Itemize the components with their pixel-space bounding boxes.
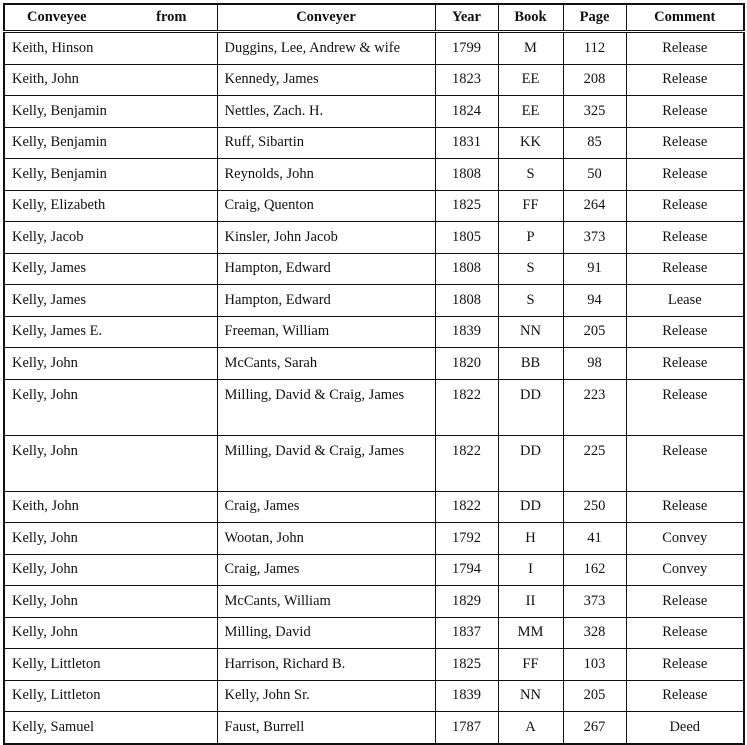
table-row [4,127,744,159]
cell-conveyee: Kelly, John [4,523,217,555]
cell-comment: Lease [626,285,744,317]
cell-comment: Release [626,32,744,65]
table-row [4,32,744,65]
cell-book: P [498,222,563,254]
header-conveyer: Conveyer [217,4,435,32]
cell-conveyer: Milling, David & Craig, James [217,379,435,435]
cell-book: A [498,712,563,744]
cell-year: 1822 [435,491,498,523]
cell-conveyer: Hampton, Edward [217,253,435,285]
cell-conveyee: Kelly, John [4,617,217,649]
cell-conveyer: Kennedy, James [217,64,435,96]
cell-book: FF [498,190,563,222]
cell-comment: Release [626,649,744,681]
cell-comment: Release [626,127,744,159]
cell-book: I [498,554,563,586]
cell-page: 328 [563,617,626,649]
cell-book: S [498,253,563,285]
cell-conveyee: Kelly, Samuel [4,712,217,744]
cell-page: 223 [563,379,626,435]
table-row [4,649,744,681]
cell-comment: Release [626,617,744,649]
table-row [4,712,744,744]
header-row [4,4,744,32]
cell-year: 1822 [435,435,498,491]
cell-page: 162 [563,554,626,586]
table-row [4,159,744,191]
cell-comment: Release [626,190,744,222]
cell-comment: Release [626,96,744,128]
cell-page: 225 [563,435,626,491]
cell-conveyer: Nettles, Zach. H. [217,96,435,128]
cell-book: M [498,32,563,65]
cell-conveyee: Kelly, Benjamin [4,127,217,159]
cell-book: MM [498,617,563,649]
cell-conveyer: Kinsler, John Jacob [217,222,435,254]
cell-conveyee: Kelly, Jacob [4,222,217,254]
table-row [4,379,744,435]
cell-comment: Release [626,222,744,254]
cell-page: 325 [563,96,626,128]
cell-conveyee: Keith, Hinson [4,32,217,65]
cell-comment: Release [626,586,744,618]
table-row [4,435,744,491]
cell-conveyer: Craig, Quenton [217,190,435,222]
cell-conveyer: Ruff, Sibartin [217,127,435,159]
cell-page: 373 [563,586,626,618]
table-row [4,523,744,555]
cell-conveyer: Duggins, Lee, Andrew & wife [217,32,435,65]
cell-page: 98 [563,348,626,380]
cell-conveyee: Keith, John [4,64,217,96]
cell-comment: Deed [626,712,744,744]
table-row [4,554,744,586]
header-conveyee [4,4,217,32]
cell-conveyer: Milling, David [217,617,435,649]
header-year: Year [435,4,498,32]
cell-comment: Release [626,379,744,435]
cell-page: 205 [563,316,626,348]
cell-comment: Convey [626,554,744,586]
table-row [4,64,744,96]
cell-conveyee: Kelly, James [4,253,217,285]
cell-conveyer: Reynolds, John [217,159,435,191]
cell-book: DD [498,491,563,523]
table-row [4,586,744,618]
cell-year: 1825 [435,649,498,681]
cell-comment: Release [626,680,744,712]
header-conveyee-label: Conveyee [27,9,87,25]
cell-conveyee: Kelly, James [4,285,217,317]
cell-conveyer: Milling, David & Craig, James [217,435,435,491]
cell-year: 1829 [435,586,498,618]
cell-year: 1839 [435,680,498,712]
cell-conveyer: Freeman, William [217,316,435,348]
cell-comment: Convey [626,523,744,555]
header-from-label: from [156,9,187,25]
cell-page: 50 [563,159,626,191]
conveyance-table [3,3,745,745]
cell-conveyee: Kelly, John [4,586,217,618]
cell-year: 1787 [435,712,498,744]
cell-conveyee: Kelly, Littleton [4,680,217,712]
cell-year: 1805 [435,222,498,254]
cell-page: 91 [563,253,626,285]
cell-comment: Release [626,64,744,96]
cell-conveyee: Kelly, John [4,554,217,586]
cell-year: 1820 [435,348,498,380]
cell-book: DD [498,435,563,491]
table-row [4,190,744,222]
cell-conveyee: Kelly, John [4,379,217,435]
cell-page: 103 [563,649,626,681]
cell-book: KK [498,127,563,159]
cell-conveyer: Kelly, John Sr. [217,680,435,712]
cell-year: 1799 [435,32,498,65]
cell-year: 1808 [435,159,498,191]
cell-comment: Release [626,348,744,380]
table-body [4,32,744,744]
cell-book: EE [498,64,563,96]
cell-conveyee: Kelly, Benjamin [4,96,217,128]
cell-book: S [498,159,563,191]
header-page: Page [563,4,626,32]
cell-book: H [498,523,563,555]
table-row [4,348,744,380]
cell-comment: Release [626,159,744,191]
cell-page: 250 [563,491,626,523]
cell-conveyee: Kelly, Benjamin [4,159,217,191]
cell-comment: Release [626,253,744,285]
cell-year: 1837 [435,617,498,649]
cell-conveyer: Hampton, Edward [217,285,435,317]
cell-conveyer: Craig, James [217,554,435,586]
table-row [4,96,744,128]
cell-book: S [498,285,563,317]
cell-year: 1808 [435,253,498,285]
header-book: Book [498,4,563,32]
table-row [4,222,744,254]
cell-conveyer: McCants, Sarah [217,348,435,380]
cell-page: 267 [563,712,626,744]
cell-conveyee: Keith, John [4,491,217,523]
cell-page: 94 [563,285,626,317]
cell-page: 41 [563,523,626,555]
cell-conveyer: Craig, James [217,491,435,523]
cell-conveyee: Kelly, John [4,435,217,491]
table-row [4,617,744,649]
cell-year: 1825 [435,190,498,222]
cell-year: 1794 [435,554,498,586]
cell-page: 264 [563,190,626,222]
cell-page: 208 [563,64,626,96]
cell-book: FF [498,649,563,681]
cell-conveyee: Kelly, Littleton [4,649,217,681]
table-row [4,285,744,317]
cell-conveyee: Kelly, Elizabeth [4,190,217,222]
cell-conveyer: Faust, Burrell [217,712,435,744]
cell-year: 1823 [435,64,498,96]
cell-conveyer: McCants, William [217,586,435,618]
cell-comment: Release [626,316,744,348]
cell-year: 1824 [435,96,498,128]
cell-book: BB [498,348,563,380]
cell-conveyee: Kelly, James E. [4,316,217,348]
table-row [4,491,744,523]
cell-conveyer: Wootan, John [217,523,435,555]
cell-page: 85 [563,127,626,159]
cell-book: II [498,586,563,618]
cell-year: 1822 [435,379,498,435]
cell-year: 1831 [435,127,498,159]
cell-conveyee: Kelly, John [4,348,217,380]
cell-book: EE [498,96,563,128]
table-row [4,253,744,285]
cell-year: 1839 [435,316,498,348]
cell-conveyer: Harrison, Richard B. [217,649,435,681]
header-comment: Comment [626,4,744,32]
cell-book: NN [498,316,563,348]
cell-year: 1792 [435,523,498,555]
cell-page: 112 [563,32,626,65]
cell-page: 373 [563,222,626,254]
cell-book: NN [498,680,563,712]
cell-comment: Release [626,435,744,491]
cell-year: 1808 [435,285,498,317]
table-row [4,316,744,348]
cell-comment: Release [626,491,744,523]
cell-book: DD [498,379,563,435]
table-row [4,680,744,712]
cell-page: 205 [563,680,626,712]
